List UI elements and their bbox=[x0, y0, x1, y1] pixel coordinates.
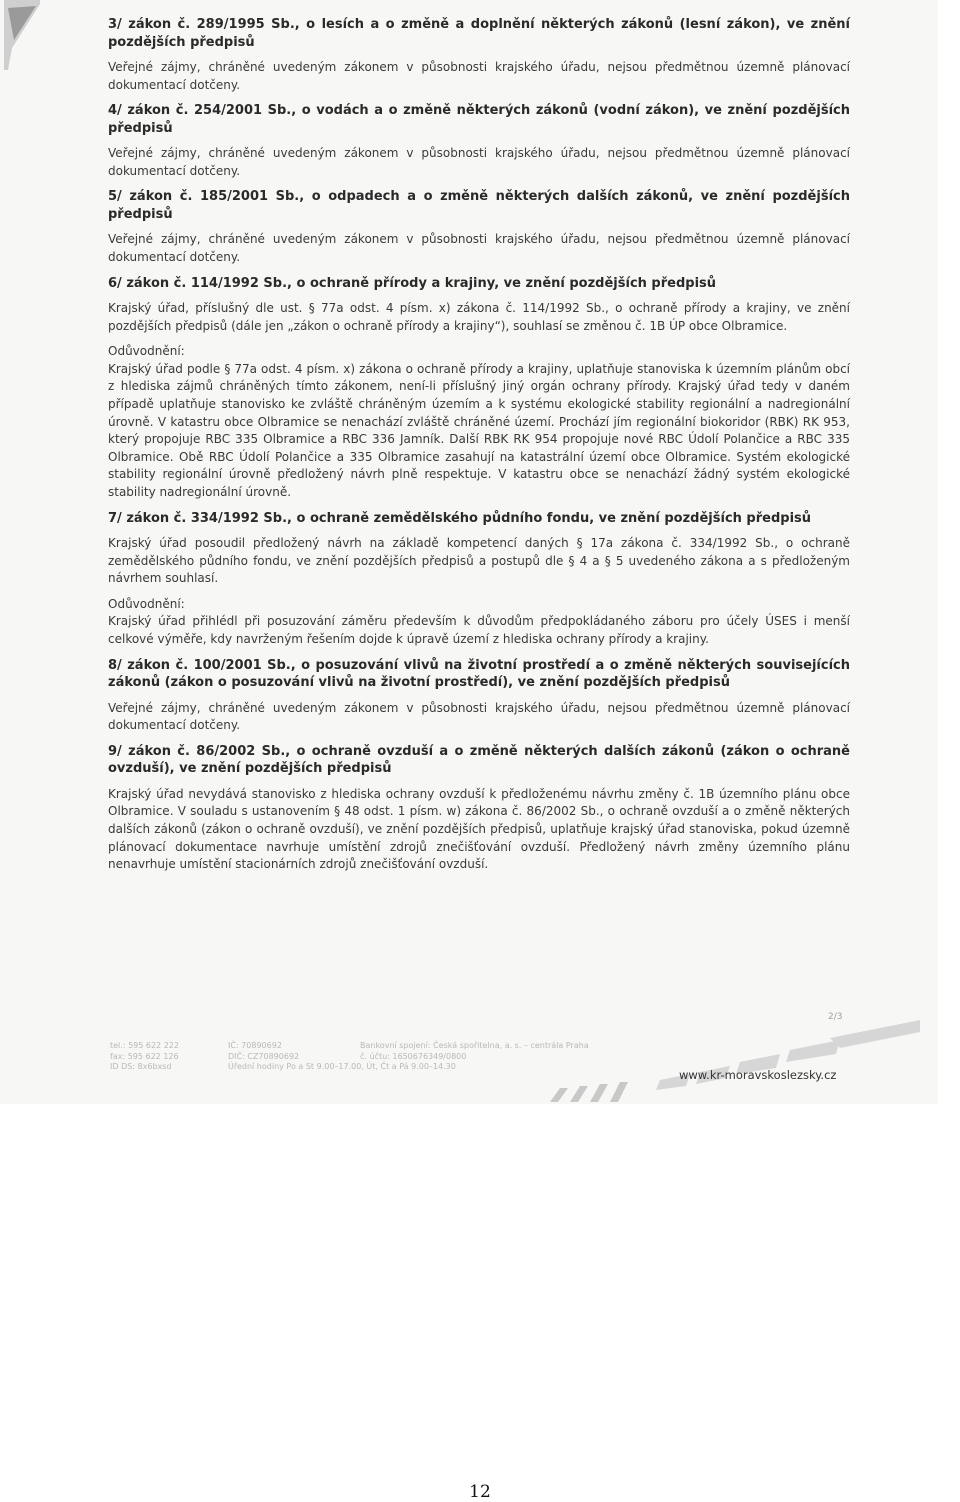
law-section bbox=[108, 188, 850, 266]
law-section bbox=[108, 275, 850, 502]
section-heading: 7/ zákon č. 334/1992 Sb., o ochraně zemědělského půdního fondu, ve znění pozdějších předpisů bbox=[108, 510, 812, 526]
section-paragraph: Veřejné zájmy, chráněné uvedeným zákonem v působnosti krajského úřadu, nejsou předmětnou územně plánovací dokumentací dotčeny. bbox=[108, 60, 850, 92]
page-number: 12 bbox=[469, 1482, 491, 1502]
law-section bbox=[108, 743, 850, 874]
justification-label: Odůvodnění: bbox=[108, 344, 185, 359]
section-heading: 6/ zákon č. 114/1992 Sb., o ochraně přírody a krajiny, ve znění pozdějších předpisů bbox=[108, 275, 717, 291]
law-section bbox=[108, 510, 850, 649]
section-paragraph: Veřejné zájmy, chráněné uvedeným zákonem v působnosti krajského úřadu, nejsou předmětnou územně plánovací dokumentací dotčeny. bbox=[108, 232, 850, 264]
section-paragraph: Krajský úřad posoudil předložený návrh na základě kompetencí daných § 17a zákona č. 334/1992 Sb., o ochraně zemědělského půdního fondu, ve znění pozdějších předpisů a postupů dle § 4 a § 5 uvedeného zákona a s předloženým návrhem souhlasí. bbox=[108, 536, 850, 586]
section-paragraph: Krajský úřad, příslušný dle ust. § 77a odst. 4 písm. x) zákona č. 114/1992 Sb., o ochraně přírody a krajiny, ve znění pozdějších předpisů (dále jen „zákon o ochraně přírody a krajiny“), souhlasí se změnou č. 1B ÚP obce Olbramice. bbox=[108, 301, 850, 333]
footer-fax: fax: 595 622 126 bbox=[110, 1051, 179, 1061]
footer-ic: IČ: 70890692 bbox=[228, 1041, 282, 1050]
justification-label: Odůvodnění: bbox=[108, 596, 185, 611]
footer-dic: DIČ: CZ70890692 bbox=[228, 1051, 300, 1061]
section-paragraph: Veřejné zájmy, chráněné uvedeným zákonem v působnosti krajského úřadu, nejsou předmětnou územně plánovací dokumentací dotčeny. bbox=[108, 700, 850, 733]
law-section bbox=[108, 102, 850, 180]
document-body bbox=[108, 16, 850, 882]
footer-col-phone bbox=[110, 1041, 179, 1073]
footer-bank: Bankovní spojení: Česká spořitelna, a. s. – centrála Praha bbox=[360, 1041, 589, 1050]
section-heading: 8/ zákon č. 100/2001 Sb., o posuzování vlivů na životní prostředí a o změně některých souvisejících zákonů (zákon o posuzování vlivů na životní prostředí), ve znění pozdějších předpisů bbox=[108, 657, 850, 691]
scan-edge-mark bbox=[0, 0, 40, 70]
footer-phone: tel.: 595 622 222 bbox=[110, 1041, 179, 1050]
footer-datova-schranka: ID DS: 8x6bxsd bbox=[110, 1062, 172, 1071]
section-paragraph: Veřejné zájmy, chráněné uvedeným zákonem v působnosti krajského úřadu, nejsou předmětnou územně plánovací dokumentací dotčeny. bbox=[108, 146, 850, 178]
law-section bbox=[108, 16, 850, 94]
justification-paragraph: Krajský úřad přihlédl při posuzování záměru především k důvodům předpokládaného záboru pro účely ÚSES i menší celkové výměře, kdy navrženým řešením dojde k úpravě území z hlediska ochrany přírody a krajiny. bbox=[108, 614, 850, 647]
section-heading: 4/ zákon č. 254/2001 Sb., o vodách a o změně některých zákonů (vodní zákon), ve znění pozdějších předpisů bbox=[108, 103, 850, 136]
page-of-pages: 2/3 bbox=[828, 1012, 843, 1022]
section-heading: 5/ zákon č. 185/2001 Sb., o odpadech a o změně některých dalších zákonů, ve znění pozdějších předpisů bbox=[108, 189, 850, 222]
footer-contacts bbox=[110, 1041, 850, 1091]
footer-account: č. účtu: 1650676349/0800 bbox=[360, 1051, 467, 1061]
website-link[interactable]: www.kr-moravskoslezsky.cz bbox=[679, 1068, 837, 1082]
justification-paragraph: Krajský úřad podle § 77a odst. 4 písm. x) zákona o ochraně přírody a krajiny, uplatňuje stanoviska k územním plánům obcí z hlediska zájmů chráněných tímto zákonem, není-li příslušný jiný orgán ochrany přírody. Krajský úřad tedy v daném případě uplatňuje stanovisko ke zvláště chráněným územím a k systému ekologické stability regionální a nadregionální úrovně. V katastru obce Olbramice se nenachází zvláště chráněné území. Prochází jím regionální biokoridor (RBK) RK 953, který propojuje RBC 335 Olbramice a RBC 336 Jamník. Další RBK RK 954 propojuje nové RBC Údolí Polančice a RBC 335 Olbramice. Obě RBC Údolí Polančice a 335 Olbramice zasahují na katastrální území obce Olbramice. Systém ekologické stability regionální úrovně předložený návrh plně respektuje. V katastru obce se nenachází žádný systém ekologické stability nadregionální úrovně. bbox=[108, 361, 850, 499]
section-paragraph: Krajský úřad nevydává stanovisko z hlediska ochrany ovzduší k předloženému návrhu změny č. 1B územního plánu obce Olbramice. V souladu s ustanovením § 48 odst. 1 písm. w) zákona č. 86/2002 Sb., o ochraně ovzduší a o změně některých dalších zákonů (zákon o ochraně ovzduší), ve znění pozdějších předpisů, uplatňuje krajský úřad stanoviska, pokud územně plánovací dokumentace navrhuje umístění zdrojů znečišťování ovzduší. Předložený návrh změny územního plánu nenavrhuje umístění stacionárních zdrojů znečišťování ovzduší. bbox=[108, 786, 850, 872]
section-heading: 9/ zákon č. 86/2002 Sb., o ochraně ovzduší a o změně některých dalších zákonů (zákon o ochraně ovzduší), ve znění pozdějších předpisů bbox=[108, 743, 850, 777]
section-heading: 3/ zákon č. 289/1995 Sb., o lesích a o změně a doplnění některých zákonů (lesní zákon), ve znění pozdějších předpisů bbox=[108, 17, 850, 50]
law-section bbox=[108, 657, 850, 735]
footer-col-bank bbox=[360, 1041, 589, 1062]
footer-office-hours: Úřední hodiny Po a St 9.00–17.00, Út, Čt a Pá 9.00–14.30 bbox=[228, 1062, 456, 1071]
